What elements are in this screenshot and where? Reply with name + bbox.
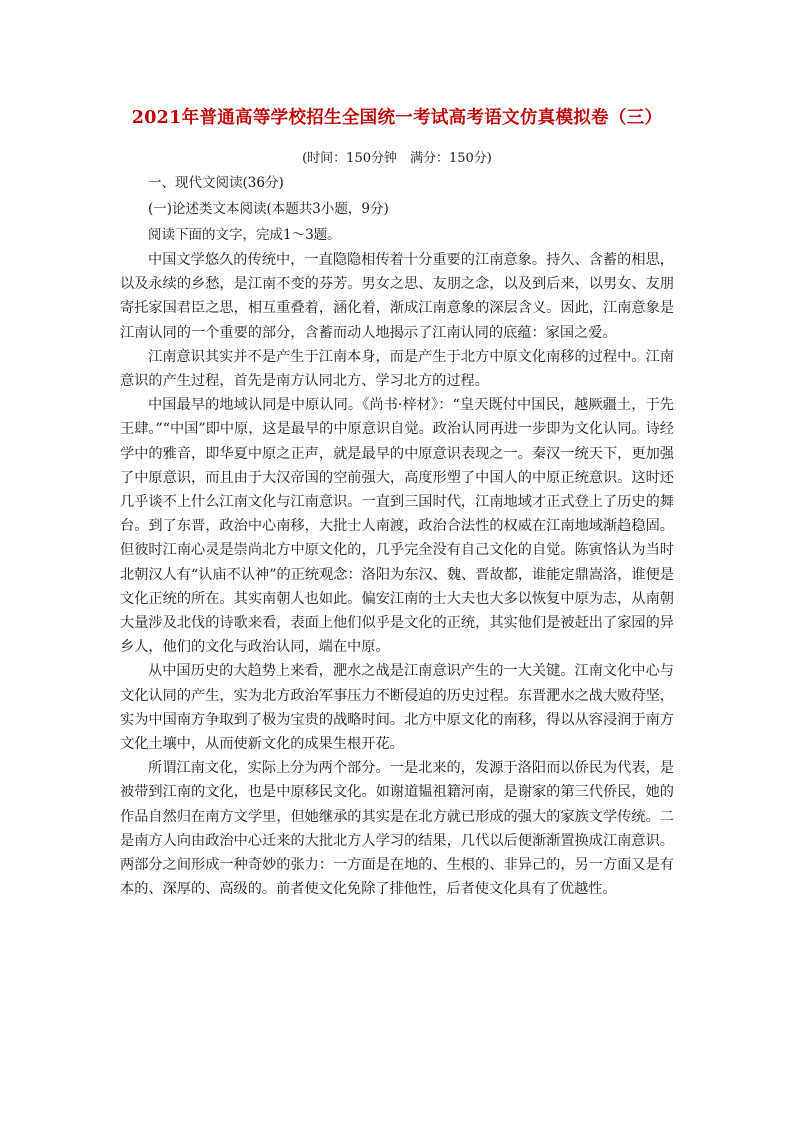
- document-body: [120, 170, 674, 901]
- paragraph-1: 中国文学悠久的传统中，一直隐隐相传着十分重要的江南意象。持久、含蓄的相思，以及永续的乡愁，是江南不变的芬芳。男女之思、友朋之念，以及到后来，以男女、友朋寄托家国君臣之思，相互重叠着，涵化着，渐成江南意象的深层含义。因此，江南意象是江南认同的一个重要的部分，含蓄而动人地揭示了江南认同的底蕴：家国之爱。: [120, 252, 674, 341]
- paragraph-3: 中国最早的地域认同是中原认同。《尚书·梓材》：“皇天既付中国民，越厥疆土，于先王肆。”“中国”即中原，这是最早的中原意识自觉。政治认同再进一步即为文化认同。诗经学中的雅音，即华夏中原之正声，就是最早的中原意识表现之一。秦汉一统天下，更加强了中原意识，而且由于大汉帝国的空前强大，高度形塑了中国人的中原正统意识。这时还几乎谈不上什么江南文化与江南意识。一直到三国时代，江南地域才正式登上了历史的舞台。到了东晋，政治中心南移，大批士人南渡，政治合法性的权威在江南地域渐趋稳固。但彼时江南心灵是崇尚北方中原文化的，几乎完全没有自己文化的自觉。陈寅恪认为当时北朝汉人有“认庙不认神”的正统观念：洛阳为东汉、魏、晋故都，谁能定鼎嵩洛，谁便是文化正统的所在。其实南朝人也如此。偏安江南的士大夫也大多以恢复中原为志，从南朝大量涉及北伐的诗歌来看，表面上他们似乎是文化的正统，其实他们是被赶出了家园的异乡人，他们的文化与政治认同，端在中原。: [120, 397, 674, 656]
- paragraph-2: 江南意识其实并不是产生于江南本身，而是产生于北方中原文化南移的过程中。江南意识的产生过程，首先是南方认同北方、学习北方的过程。: [120, 348, 674, 390]
- reading-instruction: 阅读下面的文字，完成1～3题。: [148, 227, 341, 243]
- paragraph-4: 从中国历史的大趋势上来看，淝水之战是江南意识产生的一大关键。江南文化中心与文化认同的产生，实为北方政治军事压力不断侵迫的历史过程。东晋淝水之战大败苻坚，实为中国南方争取到了极为宝贵的战略时间。北方中原文化的南移，得以从容浸润于南方文化土壤中，从而使新文化的成果生根开花。: [120, 663, 674, 753]
- subsection-heading: (一)论述类文本阅读(本题共3小题，9分): [148, 201, 389, 217]
- paragraph-5: 所谓江南文化，实际上分为两个部分。一是北来的，发源于洛阳而以侨民为代表，是被带到江南的文化，也是中原移民文化。如谢道韫祖籍河南，是谢家的第三代侨民，她的作品自然归在南方文学里，但她继承的其实是在北方就已形成的强大的家族文学传统。二是南方人向由政治中心迁来的大批北方人学习的结果，几代以后便渐渐置换成江南意识。两部分之间形成一种奇妙的张力：一方面是在地的、生根的、非异己的，另一方面又是有本的、深厚的、高级的。前者使文化免除了排他性，后者使文化具有了优越性。: [120, 760, 674, 898]
- exam-time-score: (时间：150分钟 满分：150分): [302, 151, 492, 166]
- section-heading: 一、现代文阅读(36分): [148, 175, 284, 191]
- document-title: 2021年普通高等学校招生全国统一考试高考语文仿真模拟卷（三）: [131, 108, 663, 128]
